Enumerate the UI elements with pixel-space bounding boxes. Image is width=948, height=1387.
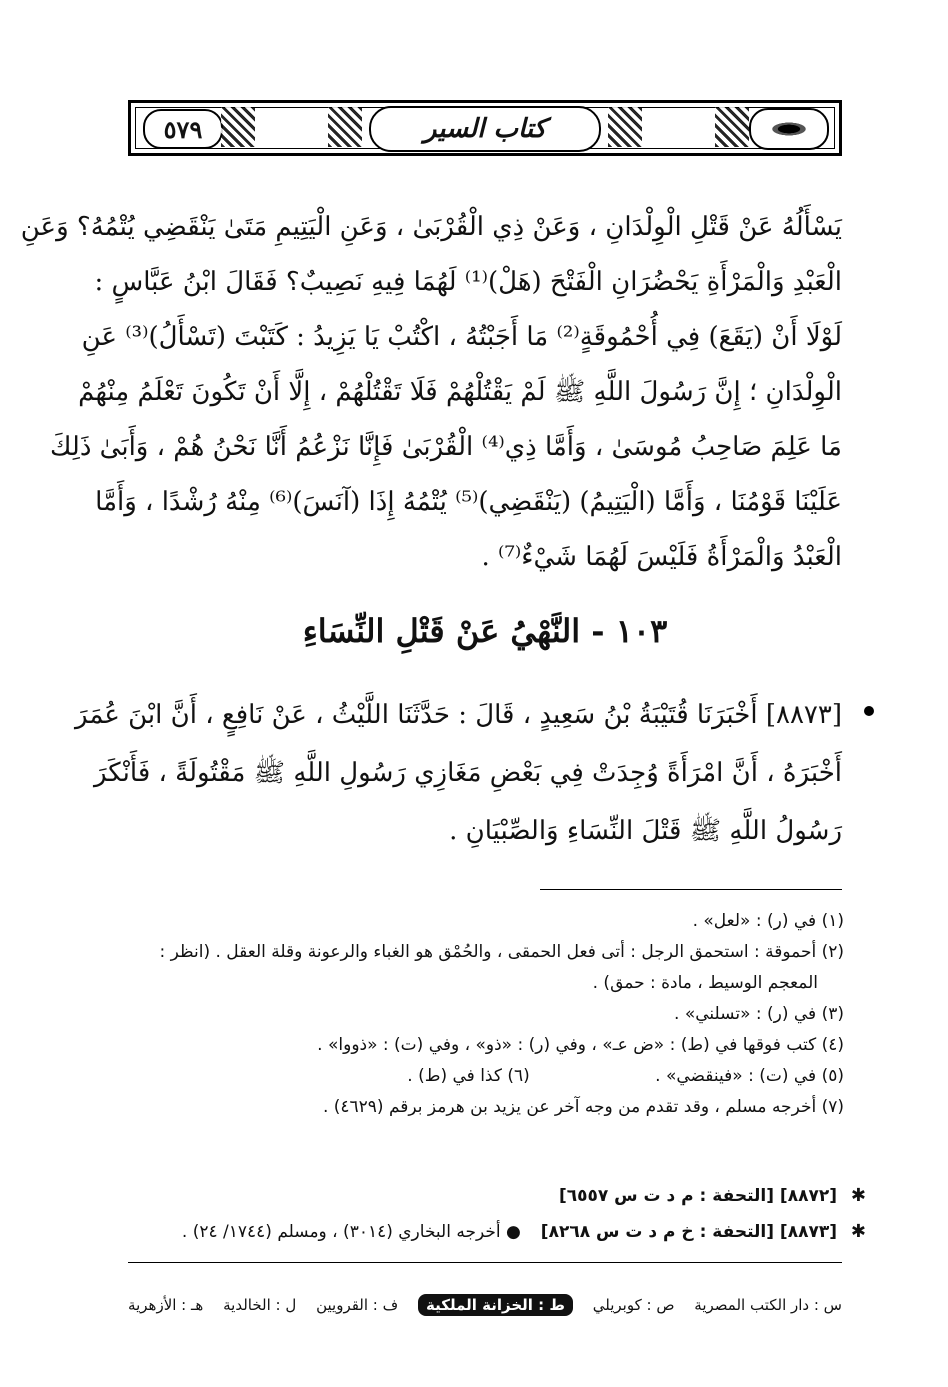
references	[128, 1178, 866, 1250]
text-line: الْعَبْدُ وَالْمَرْأَةُ فَلَيْسَ لَهُمَا شَيْءٌ⁽⁷⁾ .	[481, 542, 842, 572]
ornament-icon	[221, 107, 255, 147]
text-line: عَلَيْنَا قَوْمُنَا ، وَأَمَّا (الْيَتِيمُ) (يَنْقَضِي)⁽⁵⁾ يُتْمُهُ إِذَا (آنَسَ)⁽⁶⁾ مِنْهُ رُشْدًا ، وَأَمَّا	[95, 487, 842, 517]
text-line: لَوْلَا أَنْ (يَقَعَ) فِي أُحْمُوقَةٍ⁽²⁾ مَا أَجَبْتُهُ ، اكْتُبْ يَا يَزِيدُ : كَتَبْتَ (تَسْأَلُ)⁽³⁾ عَنِ	[81, 322, 842, 352]
footnotes	[128, 906, 844, 1123]
legend-lam: ل : الخالدية	[223, 1296, 297, 1314]
section-heading: ١٠٣ - النَّهْيُ عَنْ قَتْلِ النِّسَاءِ	[302, 612, 668, 650]
legend-sad: ص : كوبريلي	[592, 1296, 675, 1314]
text-line: الْعَبْدِ وَالْمَرْأَةِ يَحْضُرَانِ الْفَتْحَ (هَلْ)⁽¹⁾ لَهُمَا فِيهِ نَصِيبٌ؟ فَقَالَ ابْنُ عَبَّاسٍ :	[94, 267, 842, 297]
reference-8872	[128, 1178, 866, 1214]
footnote-3: (٣) في (ر) : «تسلني» .	[674, 1004, 844, 1024]
page-header	[128, 100, 842, 156]
asterisk-icon: ✱	[850, 1185, 866, 1206]
page-number: ٥٧٩	[163, 114, 203, 144]
footnote-2: (٢) أحموقة : استحمق الرجل : أتى فعل الحمقى ، والحُمْق هو الغباء والرعونة وقلة العقل . (انظر :	[159, 942, 844, 962]
footnote-divider	[540, 889, 842, 890]
page-number-cartouche	[143, 109, 223, 149]
reference-note: ● أخرجه البخاري (٣٠١٤) ، ومسلم (١٧٤٤/ ٢٤) .	[181, 1222, 521, 1242]
footnote-row-5-6	[128, 1061, 844, 1092]
book-title: كتاب السير	[423, 114, 547, 144]
text-line: الْوِلْدَانِ ؛ إِنَّ رَسُولَ اللَّهِ ﷺ لَمْ يَقْتُلْهُمْ فَلَا تَقْتُلْهُمْ ، إِلَّا أَنْ تَكُونَ تَعْلَمُ مِنْهُمْ	[78, 377, 842, 407]
reference-8873	[128, 1214, 866, 1250]
reference-text: [٨٨٧٣] [التحفة : خ م د ت س ٨٢٦٨]	[540, 1222, 837, 1242]
text-line: مَا عَلِمَ صَاحِبُ مُوسَىٰ ، وَأَمَّا ذِي⁽⁴⁾ الْقُرْبَىٰ فَإِنَّا نَزْعُمُ أَنَّا نَحْنُ هُمْ ، وَأَبَىٰ ذَلِكَ	[50, 432, 842, 462]
emblem-mark	[763, 119, 815, 139]
text-line: [٨٨٧٣] أَخْبَرَنَا قُتَيْبَةُ بْنُ سَعِيدٍ ، قَالَ : حَدَّثَنَا اللَّيْثُ ، عَنْ نَافِعٍ ، أَنَّ ابْنَ عُمَرَ	[74, 700, 842, 730]
legend-s: س : دار الكتب المصرية	[694, 1296, 842, 1314]
footnote-2-continued: المعجم الوسيط ، مادة : حمق) .	[592, 973, 818, 993]
footnote-5: (٥) في (ت) : «فينقضي» .	[655, 1066, 844, 1086]
asterisk-icon: ✱	[850, 1221, 866, 1242]
footnote-1: (١) في (ر) : «لعل» .	[692, 911, 844, 931]
hadith-continuation	[20, 200, 842, 585]
book-emblem-icon	[749, 108, 829, 150]
ornament-icon	[608, 107, 642, 147]
legend-ha: هـ : الأزهرية	[128, 1296, 204, 1314]
title-cartouche	[369, 106, 601, 152]
text-line: يَسْأَلُهُ عَنْ قَتْلِ الْوِلْدَانِ ، وَعَنْ ذِي الْقُرْبَىٰ ، وَعَنِ الْيَتِيمِ مَتَىٰ يَنْقَضِي يُتْمُهُ؟ وَعَنِ	[20, 212, 842, 242]
bottom-rule	[128, 1262, 842, 1263]
legend-fa: ف : القرويين	[316, 1296, 399, 1314]
text-line: رَسُولُ اللَّهِ ﷺ قَتْلَ النِّسَاءِ وَالصِّبْيَانِ .	[449, 816, 842, 846]
ornament-icon	[328, 107, 362, 147]
footnote-6: (٦) كذا في (ط) .	[407, 1066, 530, 1086]
bullet-icon	[864, 706, 874, 716]
hadith-8873	[74, 686, 842, 860]
ornament-icon	[715, 107, 749, 147]
reference-note-text: أخرجه البخاري (٣٠١٤) ، ومسلم (١٧٤٤/ ٢٤) .	[181, 1222, 501, 1242]
manuscript-legend	[128, 1294, 842, 1316]
footnote-4: (٤) كتب فوقها في (ط) : «ض عـ» ، وفي (ر) : «ذو» ، وفي (ت) : «ذووا» .	[317, 1035, 844, 1055]
text-line: أَخْبَرَهُ ، أَنَّ امْرَأَةً وُجِدَتْ فِي بَعْضِ مَغَازِي رَسُولِ اللَّهِ ﷺ مَقْتُولَةً ، فَأَنْكَرَ	[93, 758, 842, 788]
reference-text: [٨٨٧٢] [التحفة : م د ت س ٦٥٥٧]	[558, 1186, 837, 1206]
footnote-7: (٧) أخرجه مسلم ، وقد تقدم من وجه آخر عن يزيد بن هرمز برقم (٤٦٢٩) .	[322, 1097, 844, 1117]
legend-ta: ط : الخزانة الملكية	[418, 1294, 573, 1316]
